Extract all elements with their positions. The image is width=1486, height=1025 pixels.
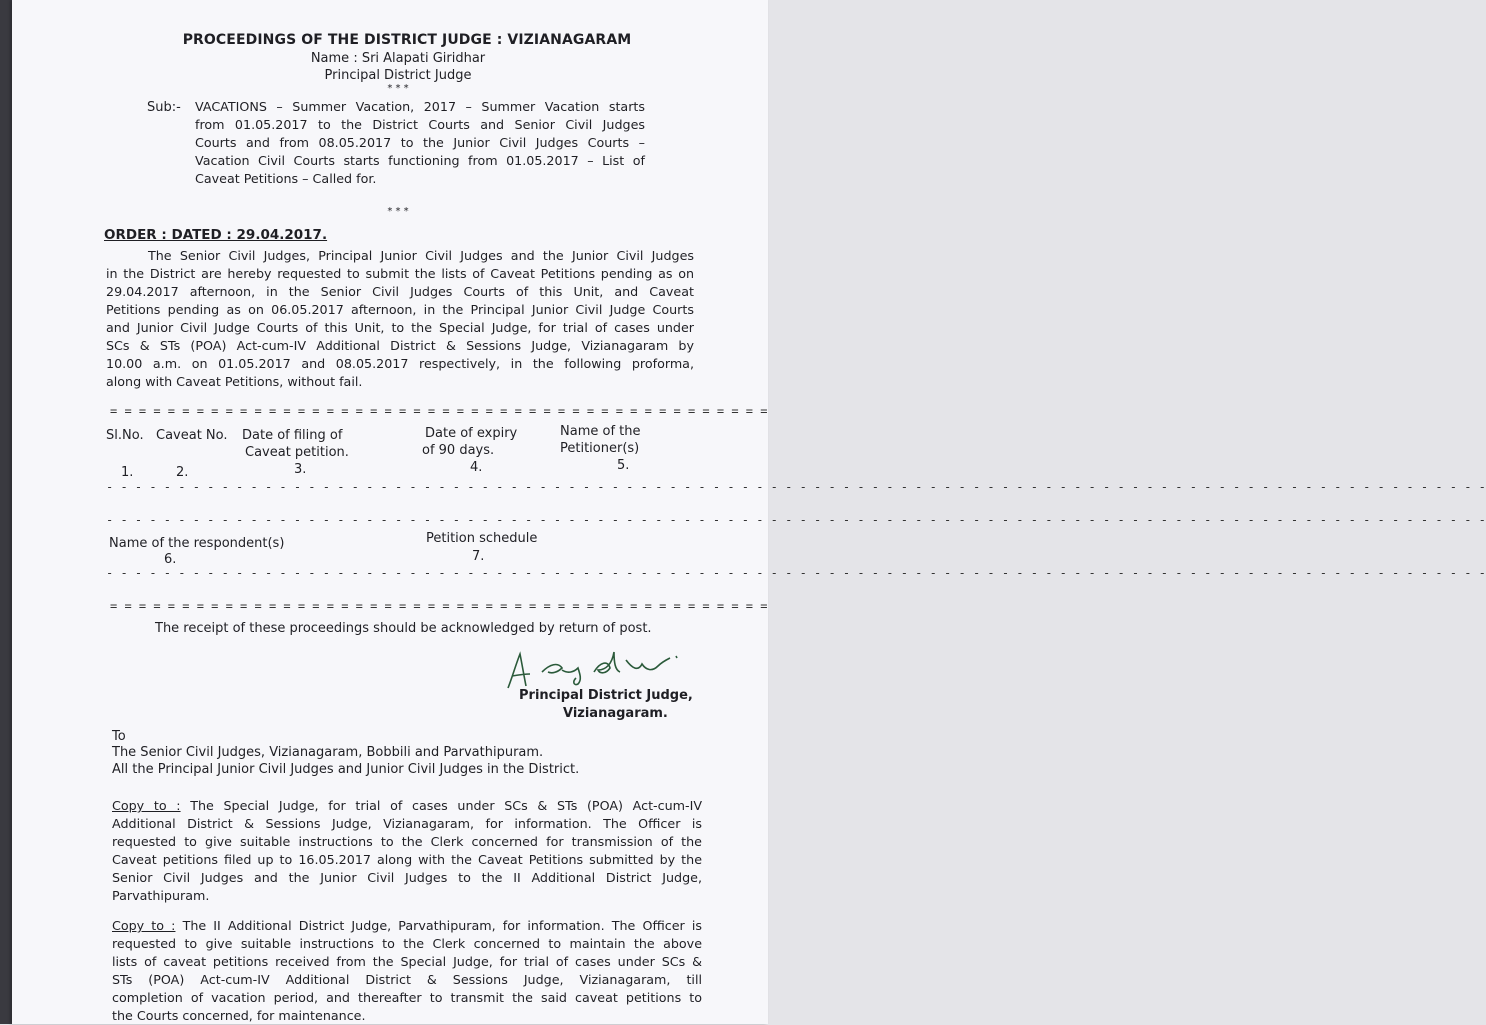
copy-line: Caveat petitions filed up to 16.05.2017 along with the Caveat Petitions submitted by the bbox=[112, 852, 702, 867]
order-line: along with Caveat Petitions, without fail. bbox=[106, 374, 363, 389]
copy-line: the Courts concerned, for maintenance. bbox=[112, 1008, 366, 1023]
copy-to-label: Copy to : bbox=[112, 798, 181, 813]
copy-to-2 bbox=[112, 917, 702, 1025]
subject-text bbox=[195, 98, 645, 188]
copy-to-label: Copy to : bbox=[112, 918, 176, 933]
dash-rule-3: - - - - - - - - - - - - - - - - - - - - - - - - - - - - - - - - - - - - - - - - - - - - - - - - - - - - - - - - - - - - - - - - - - - - - - - - - - - - - - - - - - - - - - - - - - - - - - - - bbox=[106, 566, 1486, 580]
col-num-4: 4. bbox=[470, 460, 483, 475]
dash-rule-2: - - - - - - - - - - - - - - - - - - - - - - - - - - - - - - - - - - - - - - - - - - - - - - - - - - - - - - - - - - - - - - - - - - - - - - - - - - - - - - - - - - - - - - - - - - - - - - - - bbox=[106, 513, 1486, 527]
col-slno: Sl.No. bbox=[106, 428, 144, 443]
handwritten-signature bbox=[502, 650, 682, 692]
copy-line: requested to give suitable instructions to the Clerk concerned to maintain the above bbox=[112, 936, 702, 951]
copy-line: requested to give suitable instructions to the Clerk concerned for transmission of the bbox=[112, 834, 702, 849]
subject-line: VACATIONS – Summer Vacation, 2017 – Summer Vacation starts bbox=[195, 99, 645, 114]
col-date-filing-l2: Caveat petition. bbox=[245, 445, 349, 460]
col-expiry-l1: Date of expiry bbox=[425, 426, 518, 441]
copy-to-first-line: The Special Judge, for trial of cases under SCs & STs (POA) Act-cum-IV bbox=[180, 798, 702, 813]
order-line: in the District are hereby requested to submit the lists of Caveat Petitions pending as on bbox=[106, 266, 694, 281]
col-petitioner-l2: Petitioner(s) bbox=[560, 441, 640, 456]
subject-line: from 01.05.2017 to the District Courts and Senior Civil Judges bbox=[195, 117, 645, 132]
col-caveat-no: Caveat No. bbox=[156, 428, 228, 443]
col-num-7: 7. bbox=[472, 549, 485, 564]
double-rule-bottom: = = = = = = = = = = = = = = = = = = = = = = = = = = = = = = = = = = = = = = = = = = = = = = bbox=[110, 599, 768, 613]
col-respondent: Name of the respondent(s) bbox=[109, 536, 285, 551]
scan-edge bbox=[0, 0, 12, 1024]
subject-label: Sub:- bbox=[147, 100, 181, 115]
copy-to-1 bbox=[112, 797, 702, 905]
col-num-5: 5. bbox=[617, 458, 630, 473]
col-num-6: 6. bbox=[164, 552, 177, 567]
subject-line: Vacation Civil Courts starts functioning from 01.05.2017 – List of bbox=[195, 153, 645, 168]
to-line-2: All the Principal Junior Civil Judges and Junior Civil Judges in the District. bbox=[112, 762, 580, 777]
copy-line: Senior Civil Judges and the Junior Civil Judges to the II Additional District Judge, bbox=[112, 870, 702, 885]
order-line: The Senior Civil Judges, Principal Junior Civil Judges and the Junior Civil Judges bbox=[148, 248, 694, 263]
col-petition-schedule: Petition schedule bbox=[426, 531, 538, 546]
copy-line: lists of caveat petitions received from the Special Judge, for trial of cases under SCs & bbox=[112, 954, 702, 969]
order-line: and Junior Civil Judge Courts of this Unit, to the Special Judge, for trial of cases under bbox=[106, 320, 694, 335]
order-heading: ORDER : DATED : 29.04.2017. bbox=[104, 227, 328, 243]
dash-rule-1: - - - - - - - - - - - - - - - - - - - - - - - - - - - - - - - - - - - - - - - - - - - - - - - - - - - - - - - - - - - - - - - - - - - - - - - - - - - - - - - - - - - - - - - - - - - - - - - - bbox=[106, 480, 1486, 494]
header-stars: * * * bbox=[387, 83, 409, 94]
receipt-note: The receipt of these proceedings should be acknowledged by return of post. bbox=[155, 621, 652, 636]
col-num-1: 1. bbox=[121, 465, 134, 480]
copy-to-first-line: The II Additional District Judge, Parvathipuram, for information. The Officer is bbox=[175, 918, 702, 933]
document-title: PROCEEDINGS OF THE DISTRICT JUDGE : VIZIANAGARAM bbox=[182, 32, 632, 48]
order-line: Petitions pending as on 06.05.2017 afternoon, in the Principal Junior Civil Judge Courts bbox=[106, 302, 694, 317]
copy-line: completion of vacation period, and thereafter to transmit the said caveat petitions to bbox=[112, 990, 702, 1005]
copy-line: STs (POA) Act-cum-IV Additional District & Sessions Judge, Vizianagaram, till bbox=[112, 972, 702, 987]
order-line: 10.00 a.m. on 01.05.2017 and 08.05.2017 respectively, in the following proforma, bbox=[106, 356, 694, 371]
signatory-designation: Principal District Judge, bbox=[519, 688, 693, 703]
col-num-2: 2. bbox=[176, 465, 189, 480]
order-line: 29.04.2017 afternoon, in the Senior Civil Judges Courts of this Unit, and Caveat bbox=[106, 284, 694, 299]
signatory-place: Vizianagaram. bbox=[563, 706, 668, 721]
col-date-filing-l1: Date of filing of bbox=[242, 428, 343, 443]
judge-name: Name : Sri Alapati Giridhar bbox=[310, 51, 486, 66]
judge-designation: Principal District Judge bbox=[324, 68, 472, 83]
subject-line: Caveat Petitions – Called for. bbox=[195, 171, 377, 186]
col-petitioner-l1: Name of the bbox=[560, 424, 641, 439]
to-line-1: The Senior Civil Judges, Vizianagaram, Bobbili and Parvathipuram. bbox=[112, 745, 544, 760]
copy-line: Parvathipuram. bbox=[112, 888, 210, 903]
double-rule-top: = = = = = = = = = = = = = = = = = = = = = = = = = = = = = = = = = = = = = = = = = = = = = = bbox=[110, 404, 768, 418]
order-line: SCs & STs (POA) Act-cum-IV Additional District & Sessions Judge, Vizianagaram by bbox=[106, 338, 694, 353]
copy-line: Additional District & Sessions Judge, Vizianagaram, for information. The Officer is bbox=[112, 816, 702, 831]
subject-line: Courts and from 08.05.2017 to the Junior Civil Judges Courts – bbox=[195, 135, 645, 150]
order-body bbox=[106, 247, 694, 391]
to-label: To bbox=[112, 729, 126, 744]
col-num-3: 3. bbox=[294, 462, 307, 477]
document-page bbox=[12, 0, 1486, 1024]
col-expiry-l2: of 90 days. bbox=[422, 443, 495, 458]
subject-stars: * * * bbox=[387, 206, 409, 217]
